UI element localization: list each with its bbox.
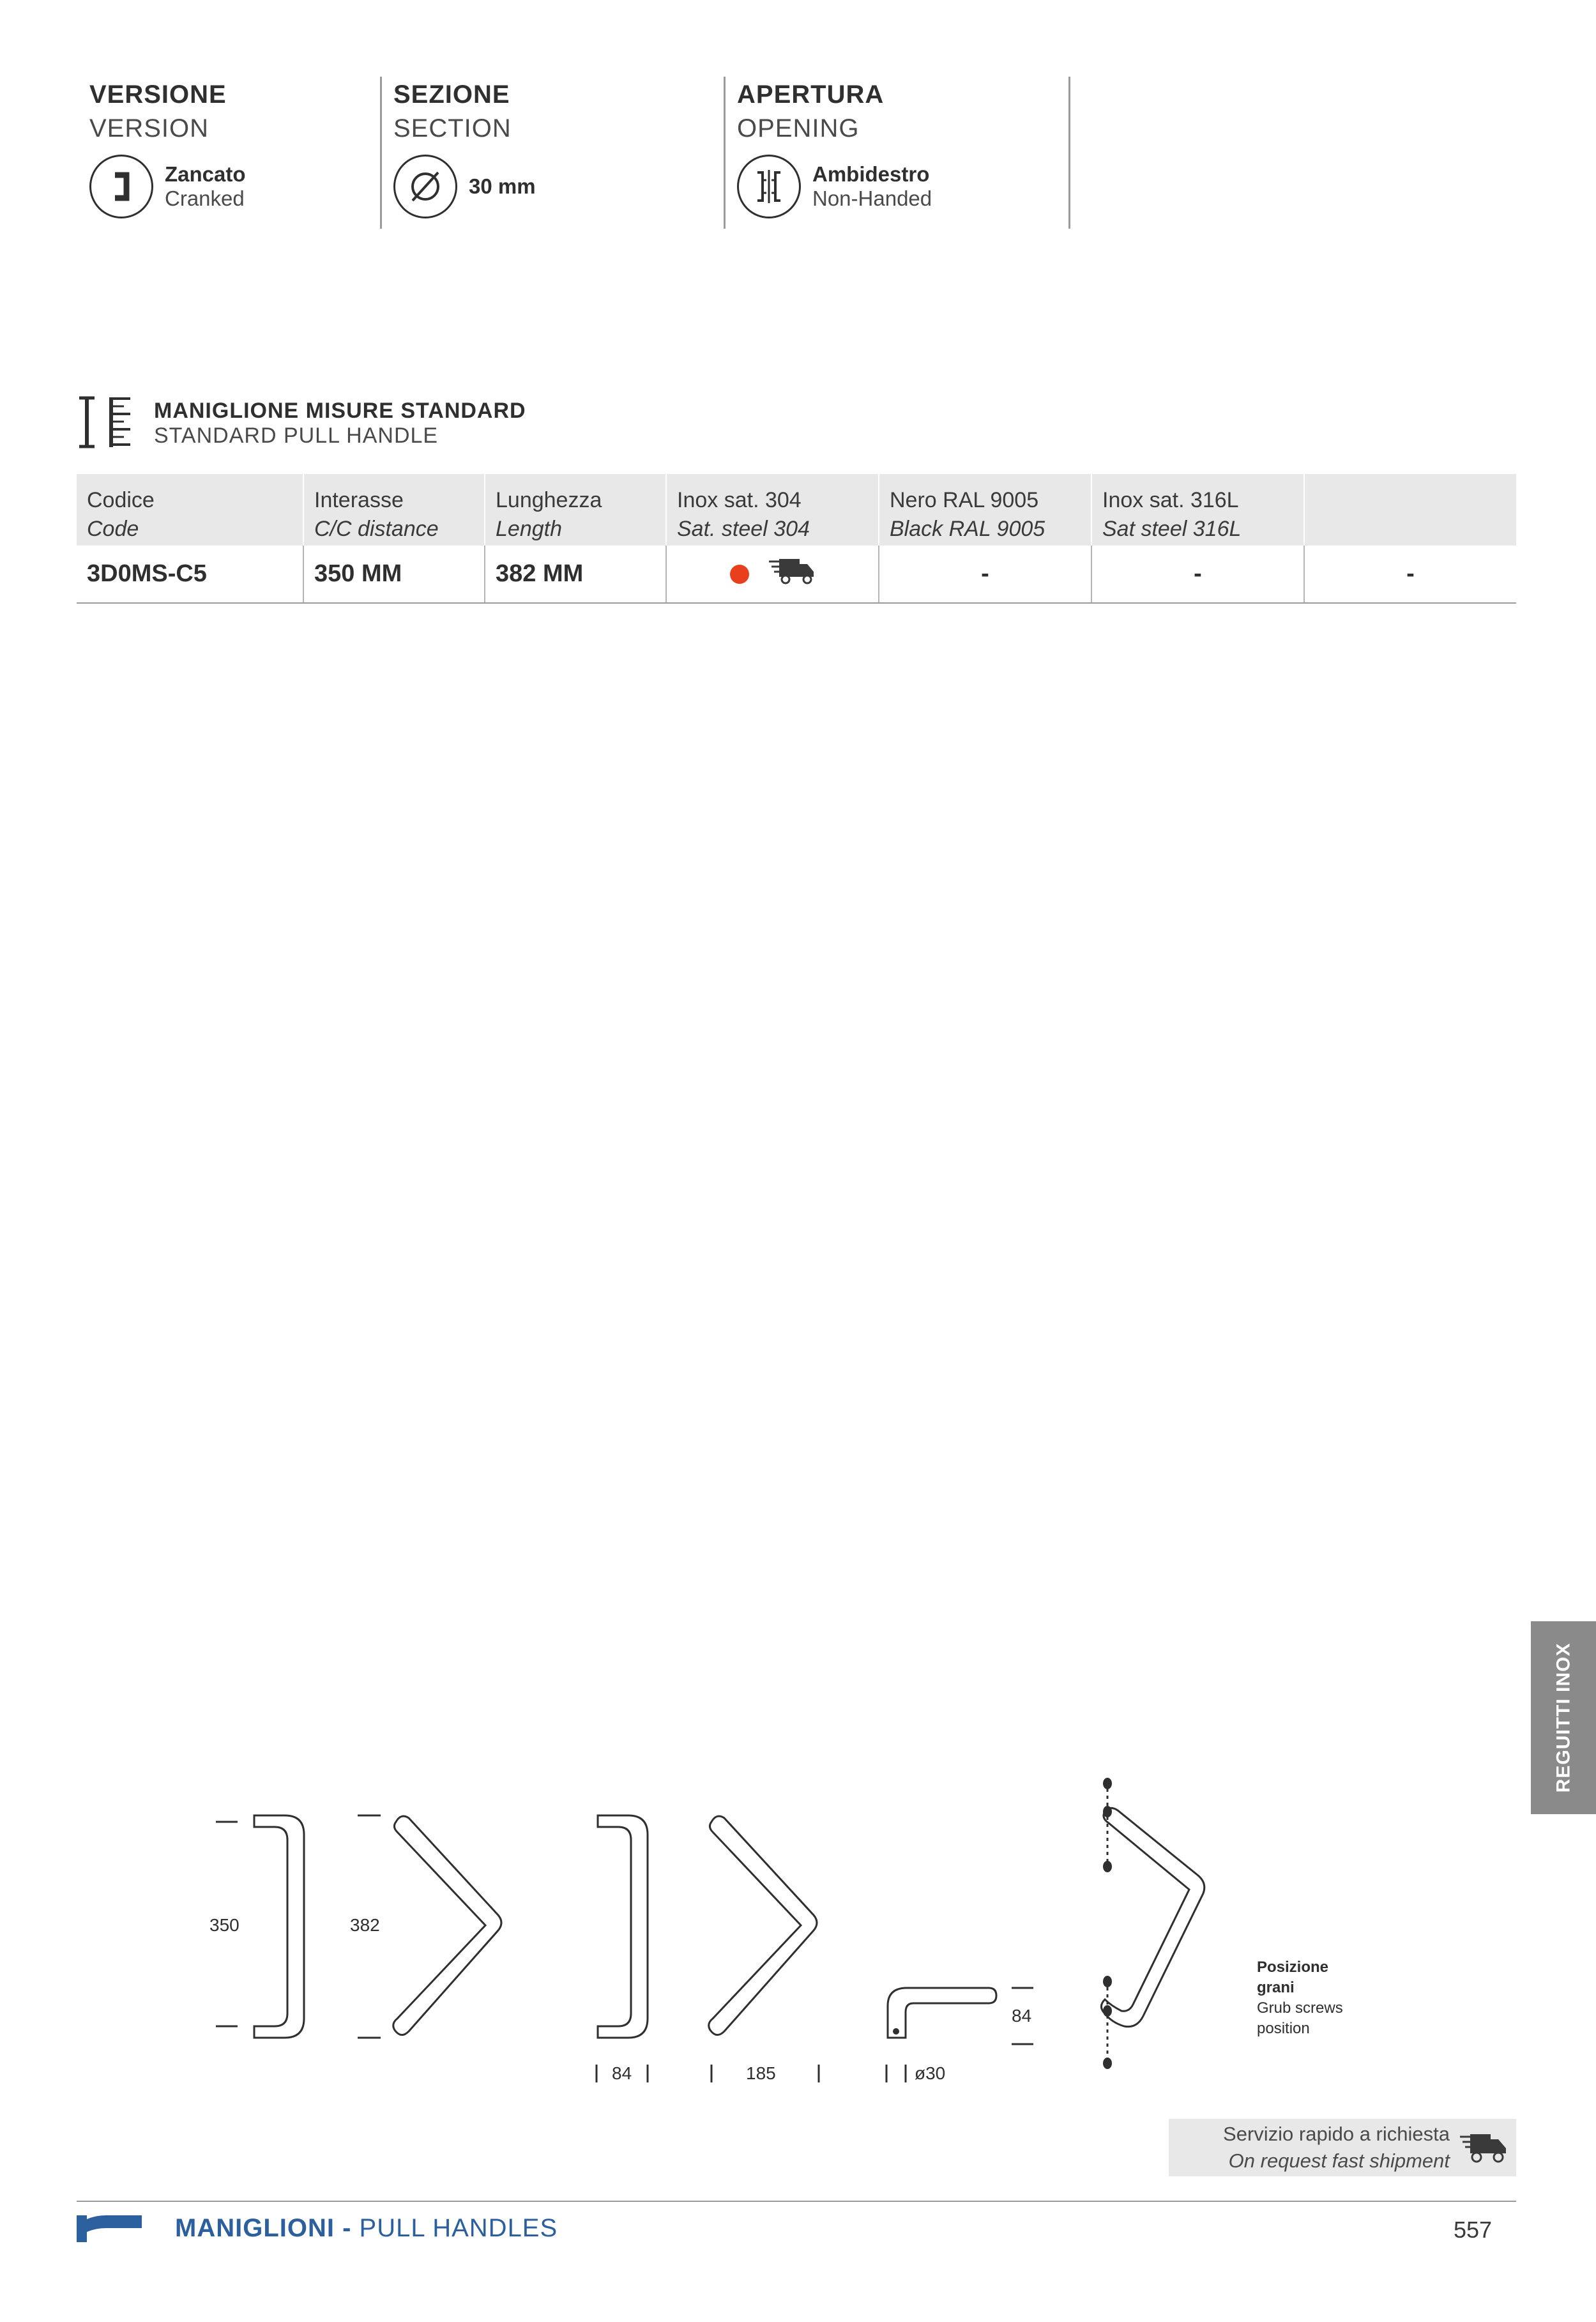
handle-top-view bbox=[886, 1988, 1033, 2082]
footer-title: MANIGLIONI - PULL HANDLES bbox=[175, 2214, 558, 2242]
section-title: MANIGLIONE MISURE STANDARD bbox=[154, 399, 526, 423]
fast-service-en: On request fast shipment bbox=[1228, 2150, 1450, 2172]
page-number: 557 bbox=[1454, 2217, 1493, 2243]
truck-icon bbox=[1459, 2132, 1507, 2168]
fast-service-it: Servizio rapido a richiesta bbox=[1223, 2123, 1450, 2145]
dim-width-185: 185 bbox=[746, 2063, 776, 2083]
section-subtitle: STANDARD PULL HANDLE bbox=[154, 424, 439, 448]
cell-cc-distance: 350 MM bbox=[303, 546, 485, 603]
cell-extra: - bbox=[1304, 546, 1516, 603]
section-attr-title: SEZIONE bbox=[393, 80, 510, 109]
cell-length: 382 MM bbox=[485, 546, 666, 603]
handle-side-view bbox=[597, 1815, 648, 2082]
col-header-cc-distance: Interasse C/C distance bbox=[303, 474, 485, 546]
cell-black-9005: - bbox=[879, 546, 1091, 603]
col-header-steel-304: Inox sat. 304 Sat. steel 304 bbox=[666, 474, 879, 546]
cell-code: 3D0MS-C5 bbox=[77, 546, 303, 603]
dim-cc-350: 350 bbox=[209, 1915, 239, 1935]
version-title: VERSIONE bbox=[89, 80, 227, 109]
opening-subtitle: OPENING bbox=[737, 114, 860, 142]
reguitti-logo-icon bbox=[77, 2215, 142, 2245]
dim-width-84: 84 bbox=[612, 2063, 632, 2083]
version-subtitle: VERSION bbox=[89, 114, 209, 142]
handle-angled-view-2 bbox=[709, 1816, 819, 2082]
section-value: 30 mm bbox=[469, 174, 536, 198]
dim-depth-84: 84 bbox=[1012, 2006, 1032, 2026]
footer-divider bbox=[77, 2201, 1516, 2202]
col-header-steel-316: Inox sat. 316L Sat steel 316L bbox=[1091, 474, 1304, 546]
side-tab-label: REGUITTI INOX bbox=[1553, 1642, 1574, 1793]
section-attr-subtitle: SECTION bbox=[393, 114, 512, 142]
fast-service-box bbox=[1169, 2119, 1516, 2176]
dim-length-382: 382 bbox=[350, 1915, 380, 1935]
col-header-length: Lunghezza Length bbox=[485, 474, 666, 546]
version-value-en: Cranked bbox=[165, 187, 245, 210]
col-header-black-9005: Nero RAL 9005 Black RAL 9005 bbox=[879, 474, 1091, 546]
version-value: Zancato bbox=[165, 162, 246, 186]
opening-value: Ambidestro bbox=[812, 162, 930, 186]
dim-diameter-30: ø30 bbox=[915, 2063, 946, 2083]
grub-screw-note: Posizione grani Grub screws position bbox=[1257, 1959, 1343, 2037]
col-header-code: Codice Code bbox=[77, 474, 303, 546]
opening-title: APERTURA bbox=[737, 80, 885, 109]
cell-steel-316: - bbox=[1091, 546, 1304, 603]
opening-value-en: Non-Handed bbox=[812, 187, 932, 210]
handle-grub-screw-view bbox=[1101, 1789, 1204, 2059]
